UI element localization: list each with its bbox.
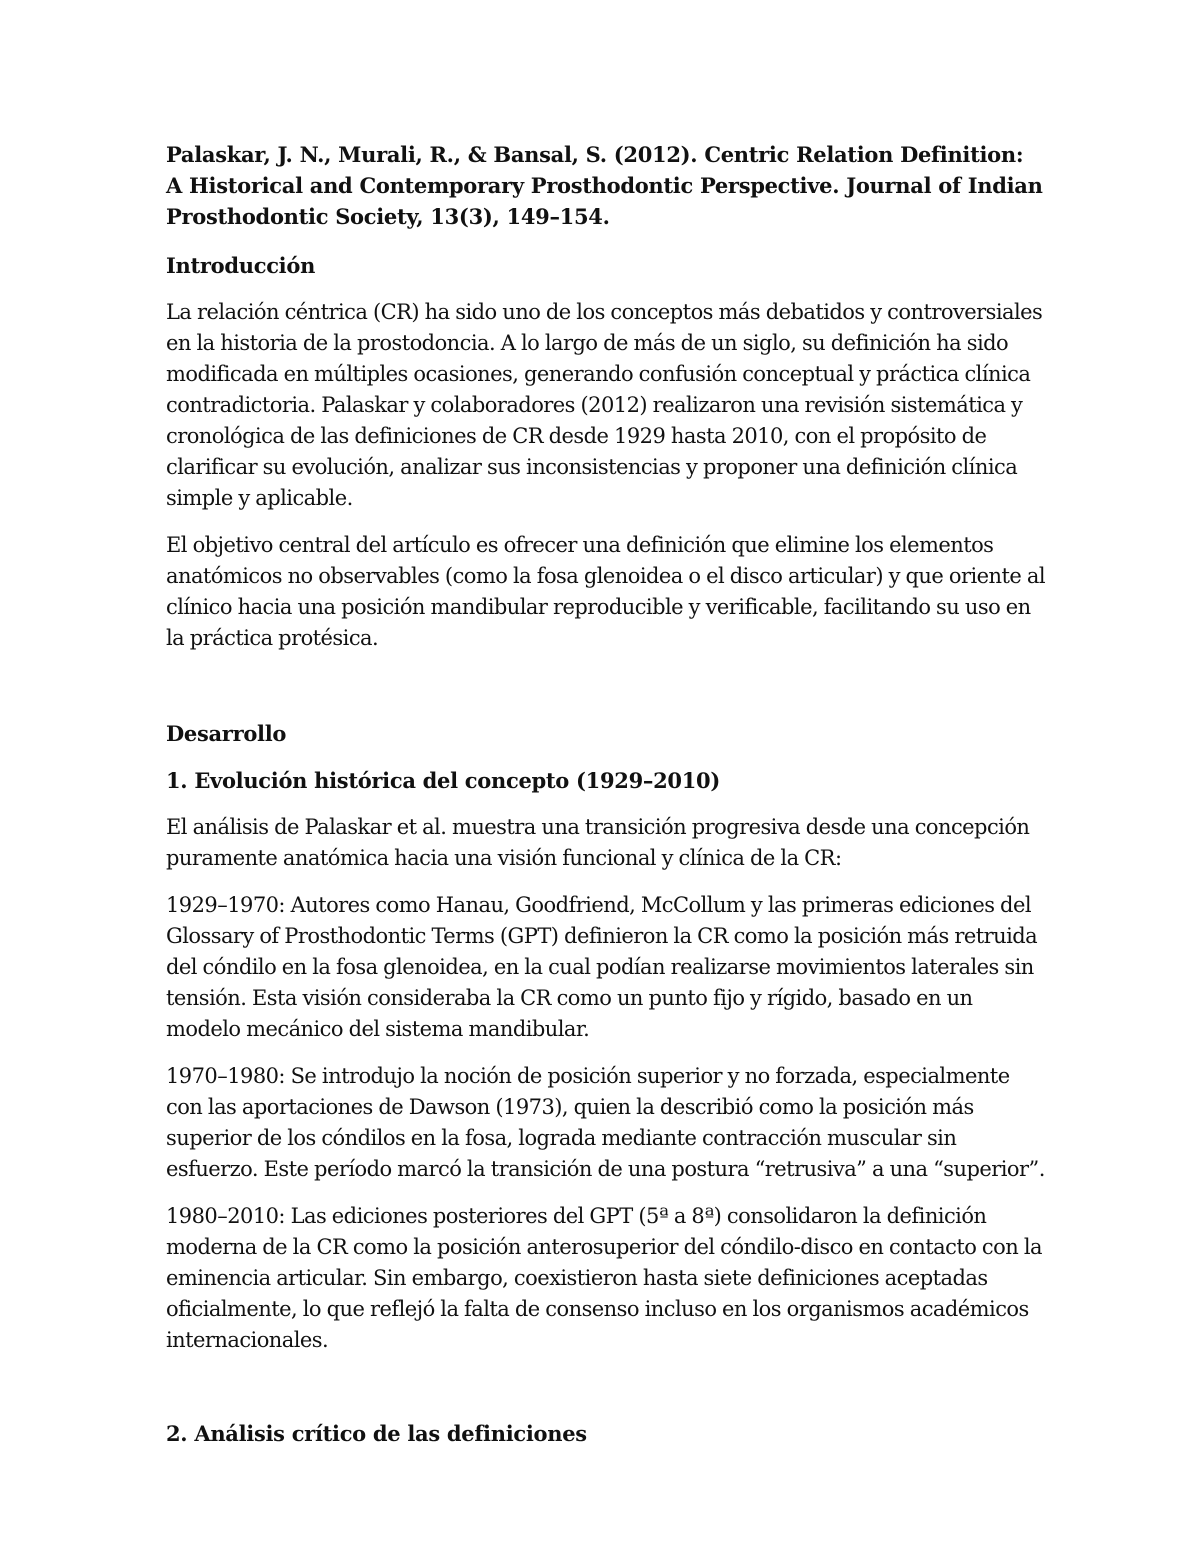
- document-page: [166, 139, 1046, 1465]
- citation: Palaskar, J. N., Murali, R., & Bansal, S. (2012). Centric Relation Definition: A Historical and Contemporary Prosthodontic Perspective. Journal of Indian Prosthodontic Society, 13(3), 149–154.: [166, 142, 1043, 229]
- section-1-paragraph-3: 1970–1980: Se introdujo la noción de posición superior y no forzada, especialmente con las aportaciones de Dawson (1973), quien la describió como la posición más superior de los cóndilos en la fosa, lograda mediante contracción muscular sin esfuerzo. Este período marcó la transición de una postura “retrusiva” a una “superior”.: [166, 1064, 1045, 1181]
- blank-line: [166, 1372, 1046, 1418]
- section-1-paragraph-4: 1980–2010: Las ediciones posteriores del GPT (5ª a 8ª) consolidaron la definición moderna de la CR como la posición anterosuperior del cóndilo-disco en contacto con la eminencia articular. Sin embargo, coexistieron hasta siete definiciones aceptadas oficialmente, lo que reflejó la falta de consenso incluso en los organismos académicos internacionales.: [166, 1204, 1042, 1352]
- development-heading: Desarrollo: [166, 721, 287, 746]
- section-2-heading: 2. Análisis crítico de las definiciones: [166, 1421, 587, 1446]
- introduction-paragraph-1: La relación céntrica (CR) ha sido uno de los conceptos más debatidos y controversiales en la historia de la prostodoncia. A lo largo de más de un siglo, su definición ha sido modificada en múltiples ocasiones, generando confusión conceptual y práctica clínica contradictoria. Palaskar y colaboradores (2012) realizaron una revisión sistemática y cronológica de las definiciones de CR desde 1929 hasta 2010, con el propósito de clarificar su evolución, analizar sus inconsistencias y proponer una definición clínica simple y aplicable.: [166, 300, 1043, 510]
- section-1-paragraph-1: El análisis de Palaskar et al. muestra una transición progresiva desde una concepción puramente anatómica hacia una visión funcional y clínica de la CR:: [166, 815, 1030, 870]
- section-1-heading: 1. Evolución histórica del concepto (1929–2010): [166, 768, 720, 793]
- introduction-heading: Introducción: [166, 253, 316, 278]
- blank-line: [166, 670, 1046, 718]
- introduction-paragraph-2: El objetivo central del artículo es ofrecer una definición que elimine los elementos anatómicos no observables (como la fosa glenoidea o el disco articular) y que oriente al clínico hacia una posición mandibular reproducible y verificable, facilitando su uso en la práctica protésica.: [166, 533, 1046, 650]
- section-1-paragraph-2: 1929–1970: Autores como Hanau, Goodfriend, McCollum y las primeras ediciones del Glossary of Prosthodontic Terms (GPT) definieron la CR como la posición más retruida del cóndilo en la fosa glenoidea, en la cual podían realizarse movimientos laterales sin tensión. Esta visión consideraba la CR como un punto fijo y rígido, basado en un modelo mecánico del sistema mandibular.: [166, 893, 1038, 1041]
